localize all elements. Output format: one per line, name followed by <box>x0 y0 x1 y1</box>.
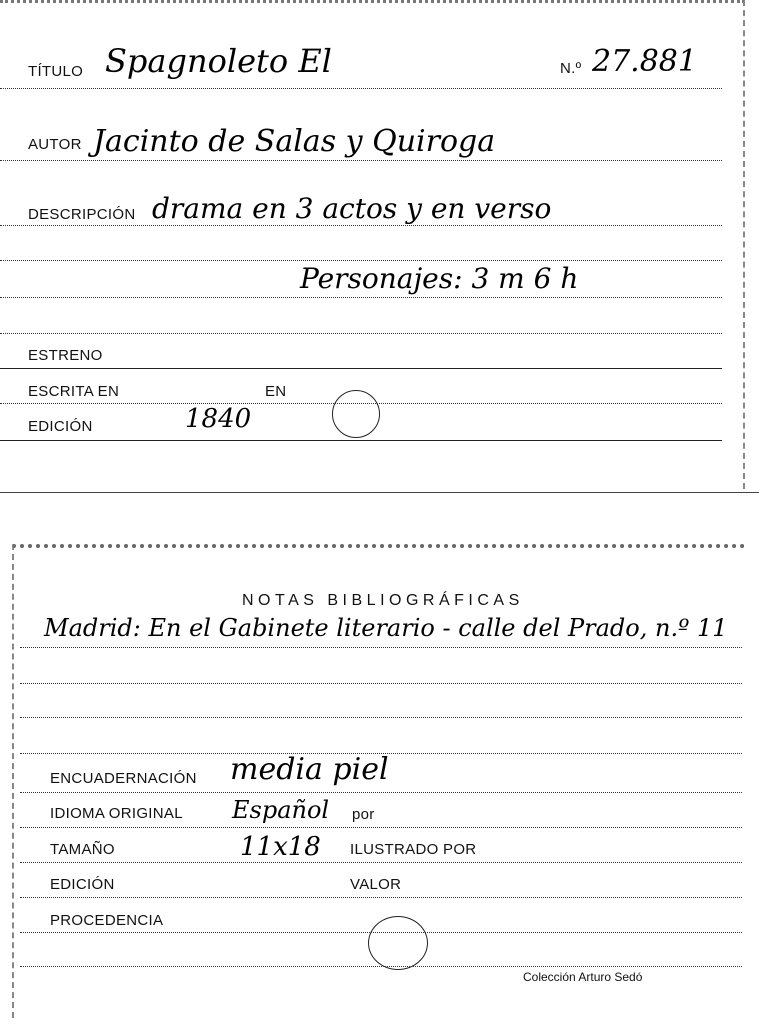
stamp-circle-top <box>332 390 380 438</box>
estreno-label: ESTRENO <box>28 347 103 364</box>
por-label: por <box>352 806 375 823</box>
notas-line-2 <box>20 683 742 684</box>
procedencia-line-2 <box>20 966 742 967</box>
personajes-value: Personajes: 3 m 6 h <box>300 262 579 295</box>
titulo-label: TÍTULO <box>28 63 84 80</box>
tamano-line <box>20 862 742 863</box>
edicion-label-bottom: EDICIÓN <box>50 876 115 893</box>
valor-label: VALOR <box>350 876 402 893</box>
edicion-line-bottom <box>20 897 742 898</box>
notas-title: NOTAS BIBLIOGRÁFICAS <box>242 592 524 609</box>
idioma-line <box>20 827 742 828</box>
encuadernacion-value: media piel <box>230 752 389 787</box>
numero-value: 27.881 <box>592 44 697 79</box>
titulo-line <box>0 88 722 89</box>
card-top-bottom-edge <box>0 492 759 493</box>
stamp-circle-bottom <box>368 916 428 970</box>
descripcion-line-3 <box>0 297 722 298</box>
idioma-value: Español <box>232 796 330 824</box>
notas-line-3 <box>20 717 742 718</box>
descripcion-line-4 <box>0 333 722 334</box>
titulo-value: Spagnoleto El <box>105 42 332 80</box>
ilustrado-label: ILUSTRADO POR <box>350 841 477 858</box>
edicion-line-top <box>0 440 722 441</box>
autor-label: AUTOR <box>28 136 82 153</box>
collection-credit: Colección Arturo Sedó <box>523 970 643 984</box>
edicion-label-top: EDICIÓN <box>28 418 93 435</box>
descripcion-label: DESCRIPCIÓN <box>28 206 136 223</box>
descripcion-line-1 <box>0 225 722 226</box>
escrita-label: ESCRITA EN <box>28 383 120 400</box>
procedencia-label: PROCEDENCIA <box>50 912 164 929</box>
tamano-label: TAMAÑO <box>50 841 115 858</box>
encuadernacion-label: ENCUADERNACIÓN <box>50 770 197 787</box>
descripcion-line-2 <box>0 260 722 261</box>
numero-label: N.º <box>560 60 582 77</box>
descripcion-value: drama en 3 actos y en verso <box>152 192 552 225</box>
encuadernacion-line <box>20 792 742 793</box>
autor-line <box>0 160 722 161</box>
idioma-label: IDIOMA ORIGINAL <box>50 805 183 822</box>
tamano-value: 11x18 <box>240 832 321 862</box>
en-label: EN <box>265 383 287 400</box>
autor-value: Jacinto de Salas y Quiroga <box>93 124 496 159</box>
notas-line-1 <box>20 647 742 648</box>
estreno-line <box>0 368 722 369</box>
notas-value: Madrid: En el Gabinete literario - calle del Prado, n.º 11 <box>44 614 728 642</box>
edicion-value-top: 1840 <box>185 404 252 434</box>
